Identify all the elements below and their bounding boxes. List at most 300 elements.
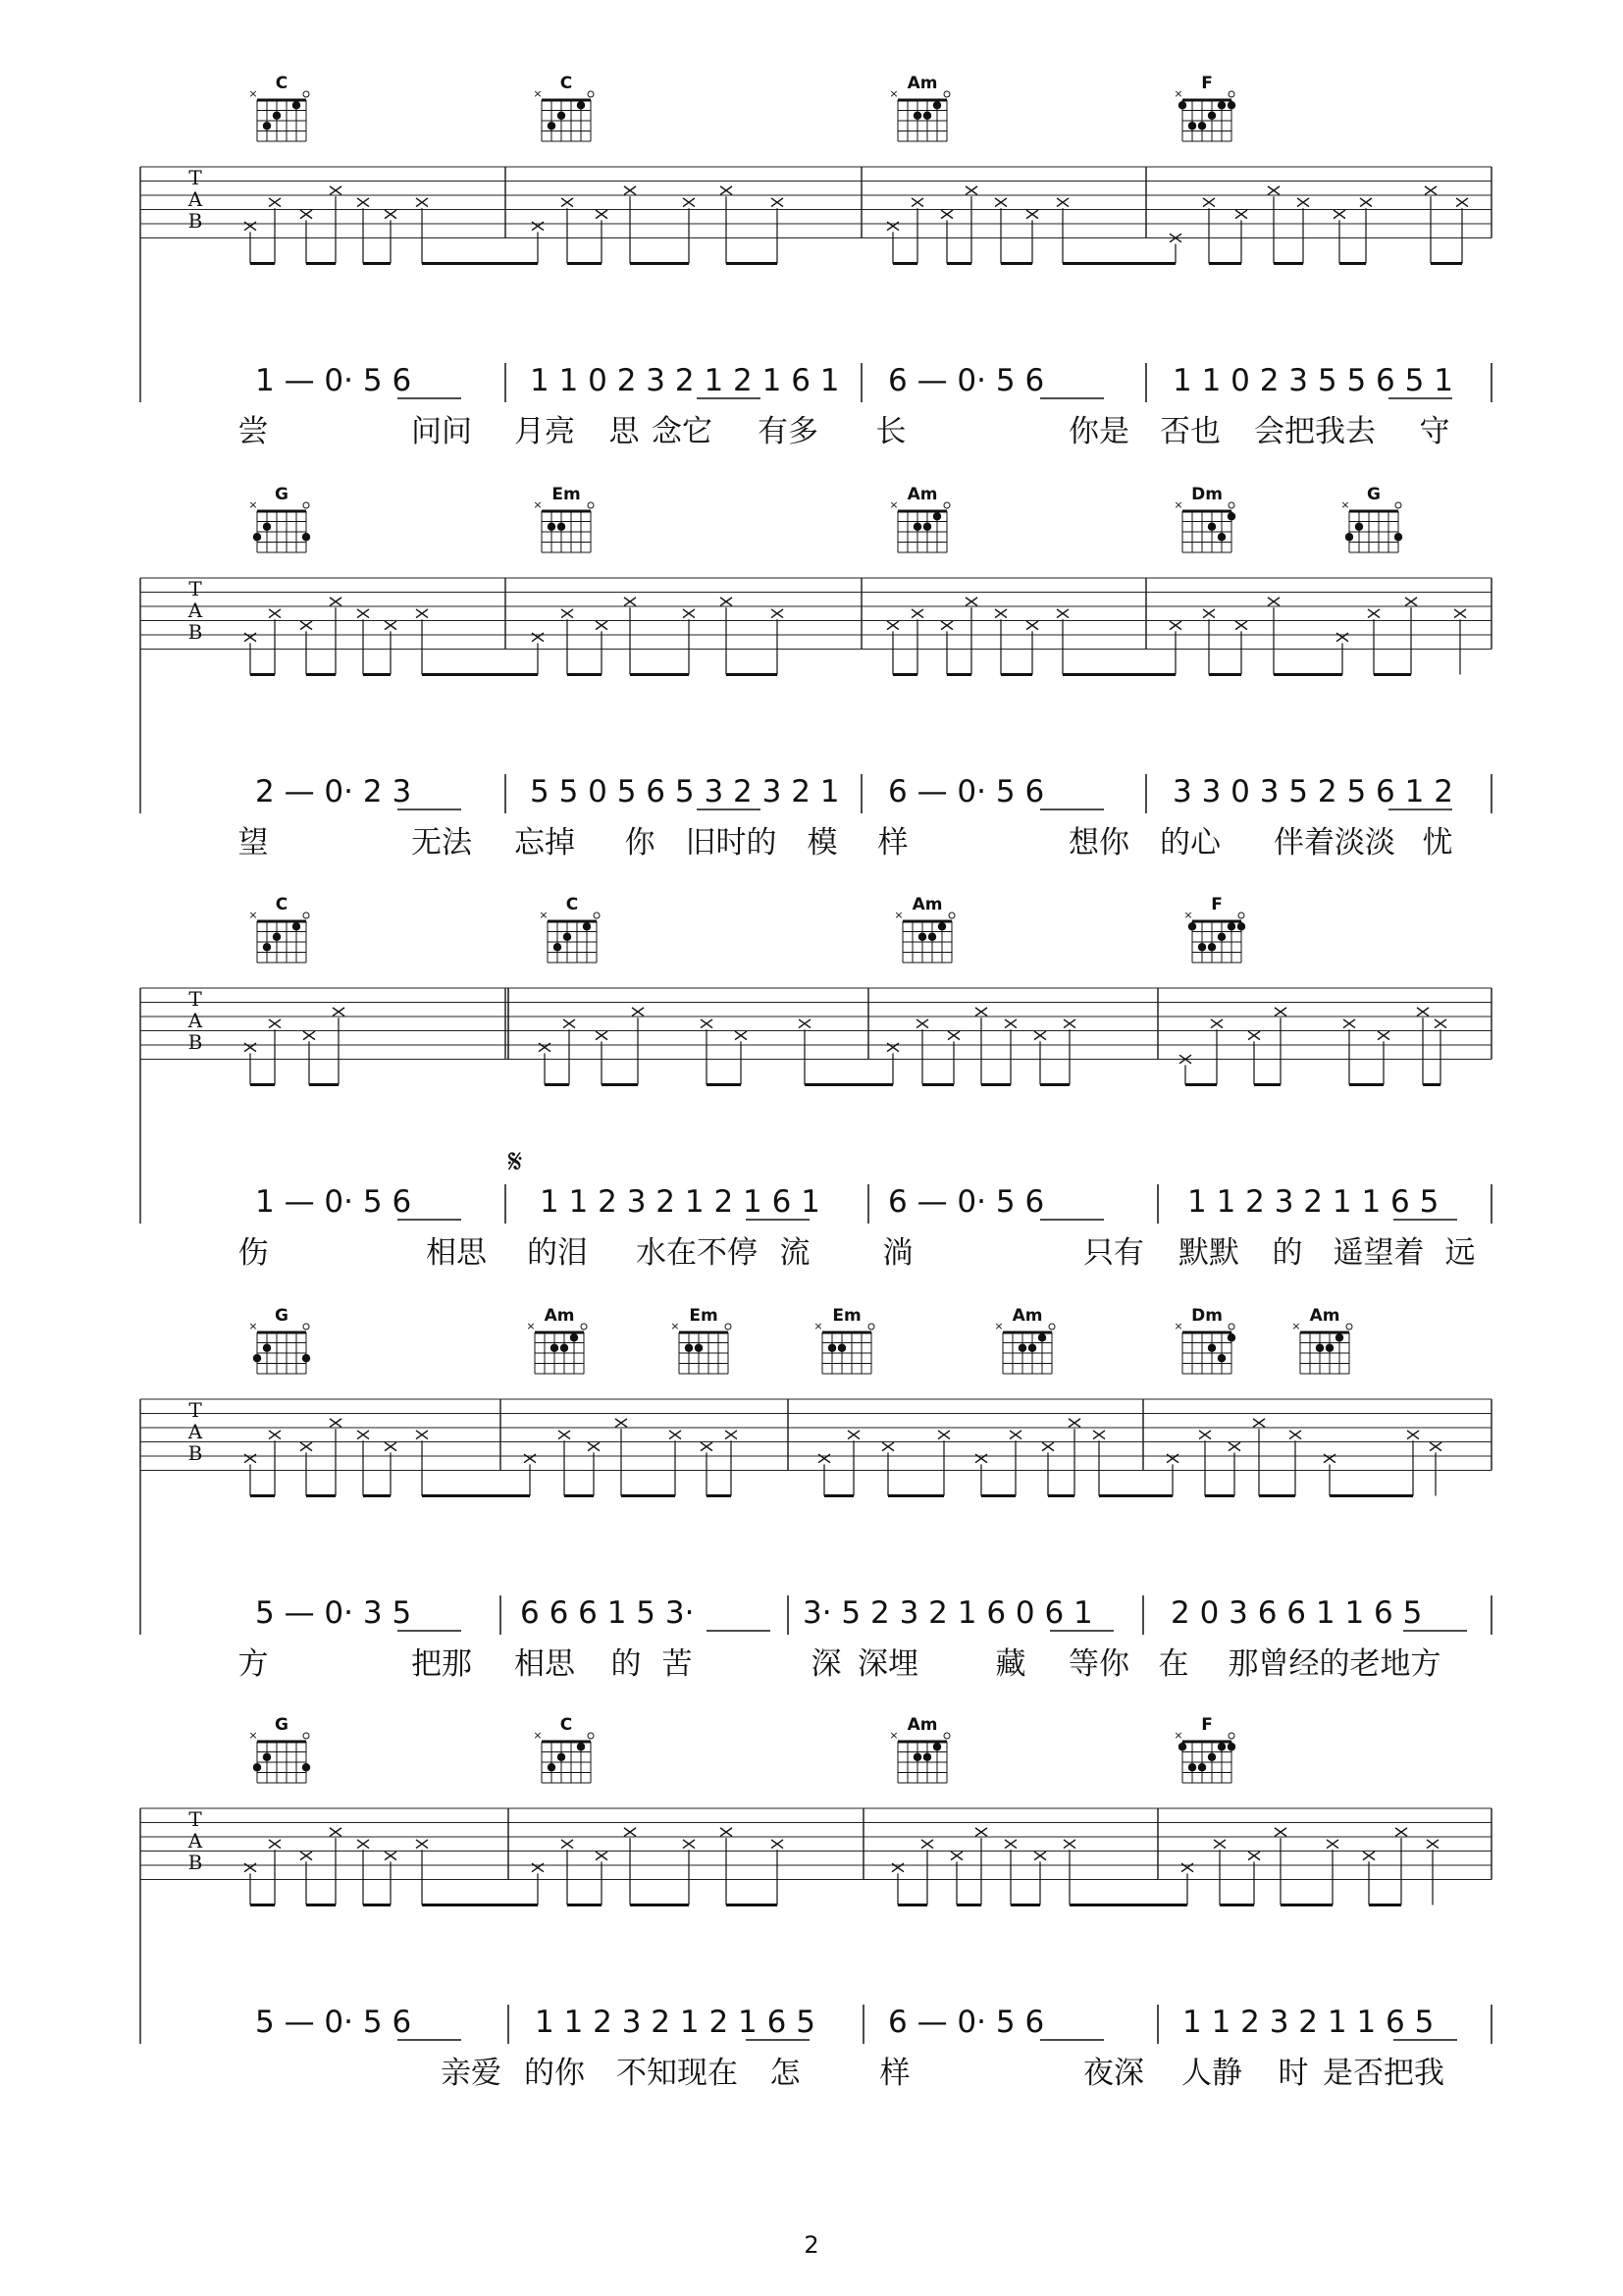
chord-name: F [1211,895,1223,914]
tab-note-x [1297,198,1309,207]
chord-name: Am [1012,1306,1043,1326]
jianpu-measure-1: 2 — 0· 2 3 [255,774,412,809]
chord-diagram-c [248,895,309,963]
tab-note-x [941,621,953,630]
chord-name: C [565,895,579,914]
chord-diagram-g [1340,485,1402,552]
muted-string-mark: × [889,498,899,511]
lyric-syllable: 相思 [426,1235,487,1271]
tab-note-x [596,621,607,630]
tab-note-x [720,186,732,195]
chord-finger-dot [914,112,921,120]
lyric-syllable: 的你 [524,2056,585,2091]
lyric-syllable: 样 [877,825,909,861]
muted-string-mark: × [248,498,258,511]
chord-finger-dot [1188,122,1196,130]
chord-finger-dot [1208,1344,1216,1352]
tab-note-x [818,1454,830,1463]
tab-clef-letter: B [187,1441,203,1465]
chord-finger-dot [302,1763,310,1771]
chord-finger-dot [1198,122,1206,130]
page-number: 2 [804,2231,819,2259]
tab-note-x [300,621,312,630]
chord-finger-dot [1228,1743,1235,1750]
chord-finger-dot [1208,523,1216,531]
tab-note-x [1064,1840,1075,1849]
muted-string-mark: × [533,87,543,100]
tab-note-x [558,1431,570,1439]
tab-note-x [1181,1863,1193,1872]
open-string-mark [588,91,594,97]
tab-note-x [1363,1852,1375,1860]
chord-finger-dot [577,1743,585,1750]
tab-clef-letter: T [188,577,202,600]
tab-note-x [1069,1419,1080,1428]
muted-string-mark: × [889,87,899,100]
chord-name: Em [832,1306,862,1326]
chord-finger-dot [560,1344,568,1352]
tab-note-x [1093,1431,1105,1439]
chord-finger-dot [273,933,281,941]
open-string-mark [1346,1324,1352,1330]
chord-name: Dm [1191,1306,1223,1326]
muted-string-mark: × [1174,1729,1183,1742]
tab-note-x [244,1043,256,1052]
lyric-syllable: 会把我去 [1254,414,1376,449]
tab-note-x [720,598,732,606]
tab-note-x [1378,1031,1389,1040]
chord-diagram-g [248,1715,310,1783]
chord-name: G [275,485,288,504]
tab-note-x [1430,1442,1441,1451]
lyric-syllable: 相思 [514,1646,575,1682]
lyric-syllable: 等你 [1069,1646,1129,1682]
tab-note-x [1057,609,1069,618]
tab-note-x [300,210,312,219]
tab-note-x [1026,621,1038,630]
chord-name: G [275,1715,288,1735]
open-string-mark [1395,502,1401,508]
open-string-mark [944,1733,950,1739]
tab-clef-letter: A [187,187,203,211]
chord-diagram-em [533,485,594,552]
chord-finger-dot [933,512,941,520]
open-string-mark [303,913,309,918]
jianpu-measure-2: 6 6 6 1 5 3· [520,1595,695,1631]
tab-note-x [416,198,428,207]
chord-finger-dot [1228,101,1235,109]
jianpu-measure-4: 3 3 0 3 5 2 5 6 1 2 [1173,774,1453,809]
chord-finger-dot [1218,1354,1226,1362]
chord-finger-dot [918,933,926,941]
tab-clef-letter: T [188,987,202,1011]
tab-note-x [269,609,281,618]
tab-clef-letter: T [188,1807,202,1831]
tab-note-x [1289,1431,1301,1439]
chord-name: G [275,1306,288,1326]
chord-finger-dot [938,922,946,930]
chord-finger-dot [923,112,931,120]
tab-note-x [1203,609,1215,618]
tab-note-x [1435,1019,1446,1028]
tab-note-x [1405,598,1417,606]
muted-string-mark: × [533,1729,543,1742]
chord-diagram-am [1291,1306,1352,1374]
tab-note-x [725,1431,737,1439]
tab-note-x [683,198,695,207]
chord-finger-dot [263,943,271,951]
chord-finger-dot [1228,1333,1235,1341]
chord-diagram-f [1174,74,1235,141]
tab-note-x [1214,1840,1226,1849]
lyric-syllable: 的心 [1160,825,1221,861]
chord-finger-dot [914,523,921,531]
tab-note-x [385,1852,396,1860]
tab-note-x [848,1431,860,1439]
open-string-mark [1049,1324,1055,1330]
lyric-syllable: 伴着淡淡 [1274,825,1395,861]
tab-note-x [1064,1019,1075,1028]
lyric-syllable: 远 [1444,1235,1476,1271]
chord-finger-dot [1218,1743,1226,1750]
muted-string-mark: × [1183,909,1193,921]
jianpu-measure-1: 1 — 0· 5 6 [255,1184,412,1220]
chord-finger-dot [1188,922,1196,930]
muted-string-mark: × [994,1320,1004,1332]
jianpu-measure-3: 6 — 0· 5 6 [888,2005,1045,2040]
lyric-syllable: 无法 [411,825,472,861]
tab-clef-letter: B [187,1030,203,1054]
chord-finger-dot [583,922,591,930]
tab-note-x [632,1008,644,1017]
open-string-mark [1238,913,1244,918]
tab-note-x [330,1419,341,1428]
chord-diagram-c [533,74,594,141]
chord-finger-dot [570,1333,578,1341]
tab-note-x [1167,1454,1178,1463]
open-string-mark [868,1324,874,1330]
chord-finger-dot [923,523,931,531]
muted-string-mark: × [248,87,258,100]
tab-note-x [357,609,369,618]
tab-note-x [615,1419,627,1428]
tab-note-x [561,609,573,618]
tab-clef-letter: A [187,599,203,622]
chord-finger-dot [563,933,571,941]
lyric-syllable: 流 [779,1235,811,1271]
chord-finger-dot [1218,933,1226,941]
chord-finger-dot [548,1763,555,1771]
jianpu-measure-4: 1 1 2 3 2 1 1 6 5 [1187,1184,1440,1220]
muted-string-mark: × [526,1320,536,1332]
chord-diagram-am [889,1715,950,1783]
lyric-syllable: 亲爱 [441,2056,501,2091]
chord-finger-dot [263,1753,271,1761]
lyric-syllable: 深埋 [858,1646,918,1682]
open-string-mark [303,502,309,508]
system-5 [140,1715,1492,2091]
tab-note-x [624,1828,636,1837]
chord-finger-dot [1218,533,1226,541]
tab-note-x [1034,1031,1046,1040]
tab-note-x [882,1442,894,1451]
muted-string-mark: × [1174,87,1183,100]
jianpu-measure-2: 1 1 0 2 3 2 1 2 1 6 1 [530,363,840,398]
chord-finger-dot [557,1753,565,1761]
tab-clef-letter: B [187,1851,203,1874]
tab-note-x [975,1454,987,1463]
lyric-syllable: 苦 [661,1646,693,1682]
tab-note-x [771,1840,783,1849]
muted-string-mark: × [894,909,904,921]
chord-finger-dot [253,1354,261,1362]
muted-string-mark: × [539,909,549,921]
tab-note-x [385,210,396,219]
tab-note-x [357,1840,369,1849]
lyric-syllable: 伤 [237,1235,269,1271]
lyric-syllable: 问问 [411,414,472,449]
chord-finger-dot [1028,1344,1036,1352]
chord-diagram-g [248,485,310,552]
open-string-mark [944,91,950,97]
lyric-syllable: 想你 [1069,825,1129,861]
tab-note-x [416,609,428,618]
chord-finger-dot [550,1344,558,1352]
lyric-syllable: 尝 [237,414,269,449]
chord-finger-dot [1208,1753,1216,1761]
tab-note-x [887,222,899,231]
chord-finger-dot [263,1344,271,1352]
lyric-syllable: 否也 [1160,414,1221,449]
tab-note-x [966,598,977,606]
chord-finger-dot [914,1753,921,1761]
chord-finger-dot [263,523,271,531]
tab-note-x [701,1442,712,1451]
tab-note-x [1034,1852,1046,1860]
tab-note-x [1026,210,1038,219]
tab-note-x [938,1431,950,1439]
tab-note-x [1327,1840,1338,1849]
chord-diagram-am [894,895,955,963]
jianpu-measure-2: 1 1 2 3 2 1 2 1 6 1 [540,1184,820,1220]
jianpu-measure-3: 6 — 0· 5 6 [888,363,1045,398]
tab-note-x [683,609,695,618]
tab-note-x [1456,198,1468,207]
lyric-syllable: 藏 [995,1646,1026,1682]
lyric-syllable: 忧 [1422,825,1453,861]
chord-name: Em [689,1306,718,1326]
tab-note-x [596,1852,607,1860]
jianpu-measure-3: 6 — 0· 5 6 [888,774,1045,809]
chord-finger-dot [548,122,555,130]
tab-note-x [948,1031,960,1040]
jianpu-measure-2: 5 5 0 5 6 5 3 2 3 2 1 [530,774,840,809]
tab-note-x [975,1008,987,1017]
tab-clef-letter: A [187,1420,203,1443]
lyric-syllable: 守 [1419,414,1450,449]
tab-note-x [1417,1008,1429,1017]
tab-clef-letter: B [187,620,203,644]
tab-note-x [300,1442,312,1451]
tab-note-x [269,1019,281,1028]
chord-name: C [275,895,288,914]
muted-string-mark: × [889,1729,899,1742]
chord-finger-dot [1228,922,1235,930]
chord-name: C [559,1715,573,1735]
lyric-syllable: 在 [1158,1646,1189,1682]
chord-diagram-am [889,485,950,552]
lyric-syllable: 时 [1278,2056,1309,2091]
lyric-syllable: 望 [237,825,269,861]
chord-finger-dot [263,122,271,130]
tab-note-x [995,609,1007,618]
chord-diagram-am [994,1306,1055,1374]
tab-note-x [524,1454,536,1463]
muted-string-mark: × [1340,498,1350,511]
tab-note-x [330,1828,341,1837]
segno-sign: 𝄋 [507,1142,523,1181]
lyric-syllable: 有多 [758,414,818,449]
muted-string-mark: × [1291,1320,1301,1332]
tab-note-x [735,1031,747,1040]
chord-finger-dot [1218,101,1226,109]
tab-note-x [1211,1019,1223,1028]
tab-note-x [596,210,607,219]
tab-note-x [300,1852,312,1860]
system-3 [140,895,1492,1271]
open-string-mark [1229,91,1234,97]
chord-name: F [1201,1715,1213,1735]
tab-note-x [941,210,953,219]
tab-note-x [1199,1431,1211,1439]
lyric-syllable: 旧时的 [685,825,777,861]
tab-note-x [1334,210,1345,219]
tab-note-x [385,621,396,630]
lyric-syllable: 月亮 [514,414,575,449]
lyric-syllable: 只有 [1083,1235,1144,1271]
tab-note-x [532,222,544,231]
muted-string-mark: × [248,1320,258,1332]
chord-finger-dot [548,523,555,531]
jianpu-measure-3: 3· 5 2 3 2 1 6 0 6 1 [803,1595,1093,1631]
tab-note-x [244,222,256,231]
chord-finger-dot [828,1344,836,1352]
chord-finger-dot [1198,1763,1206,1771]
tab-note-x [892,1863,904,1872]
chord-diagram-dm [1174,1306,1235,1374]
tab-note-x [1324,1454,1335,1463]
tab-note-x [1275,1008,1286,1017]
open-string-mark [1229,1733,1234,1739]
muted-string-mark: × [670,1320,680,1332]
tab-note-x [1005,1019,1017,1028]
muted-string-mark: × [248,1729,258,1742]
tab-note-x [771,198,783,207]
tab-note-x [887,1043,899,1052]
tab-note-x [1336,633,1348,642]
tab-note-x [532,1863,544,1872]
open-string-mark [949,913,955,918]
tab-note-x [912,198,923,207]
chord-diagram-em [670,1306,731,1374]
tab-note-x [1343,1019,1355,1028]
jianpu-measure-1: 1 — 0· 5 6 [255,363,412,398]
tab-note-x [1425,186,1437,195]
jianpu-measure-2: 1 1 2 3 2 1 2 1 6 5 [535,2005,815,2040]
muted-string-mark: × [248,909,258,921]
lyric-syllable: 的 [610,1646,642,1682]
tab-note-x [1229,1442,1240,1451]
tab-note-x [563,1019,575,1028]
tab-note-x [330,598,341,606]
chord-finger-dot [273,112,281,120]
tab-note-x [357,198,369,207]
chord-finger-dot [1198,943,1206,951]
tab-note-x [1005,1840,1017,1849]
chord-name: Am [1309,1306,1340,1326]
chord-finger-dot [553,943,561,951]
tab-note-x [1368,609,1380,618]
tab-note-x [539,1043,550,1052]
tab-clef-letter: A [187,1829,203,1852]
tab-note-x [1268,598,1280,606]
open-string-mark [1229,1324,1234,1330]
jianpu-measure-4: 2 0 3 6 6 1 1 6 5 [1171,1595,1423,1631]
tab-note-x [1248,1852,1260,1860]
chord-finger-dot [928,933,936,941]
chord-finger-dot [253,1763,261,1771]
tab-note-x [1010,1431,1021,1439]
chord-finger-dot [1326,1344,1334,1352]
tab-note-x [333,1008,344,1017]
lyric-syllable: 那曾经的老地方 [1228,1646,1441,1682]
tab-note-x [1057,198,1069,207]
tab-note-x [1235,621,1247,630]
chord-finger-dot [1355,523,1363,531]
muted-string-mark: × [1174,1320,1183,1332]
chord-diagram-f [1183,895,1245,963]
tab-note-x [244,1454,256,1463]
chord-name: Am [544,1306,575,1326]
open-string-mark [303,91,309,97]
system-1 [140,74,1492,449]
lyric-syllable: 你是 [1069,414,1129,449]
tab-note-x [720,1828,732,1837]
chord-finger-dot [1038,1333,1046,1341]
lyric-syllable: 忘掉 [514,825,575,861]
tab-note-x [357,1431,369,1439]
jianpu-measure-1: 5 — 0· 3 5 [255,1595,412,1631]
tab-note-x [701,1019,712,1028]
chord-finger-dot [1208,112,1216,120]
chord-name: Em [551,485,581,504]
chord-finger-dot [1188,1763,1196,1771]
chord-name: Am [912,895,943,914]
tab-note-x [1395,1828,1407,1837]
lyric-syllable: 念它 [652,414,712,449]
tab-note-x [995,198,1007,207]
tab-note-x [1360,198,1372,207]
chord-finger-dot [695,1344,703,1352]
open-string-mark [725,1324,731,1330]
lyric-syllable: 是否把我 [1323,2056,1444,2091]
open-string-mark [944,502,950,508]
chord-finger-dot [1208,943,1216,951]
tab-note-x [385,1442,396,1451]
tab-note-x [303,1031,315,1040]
lyric-syllable: 水在不停 [636,1235,758,1271]
tab-note-x [561,198,573,207]
